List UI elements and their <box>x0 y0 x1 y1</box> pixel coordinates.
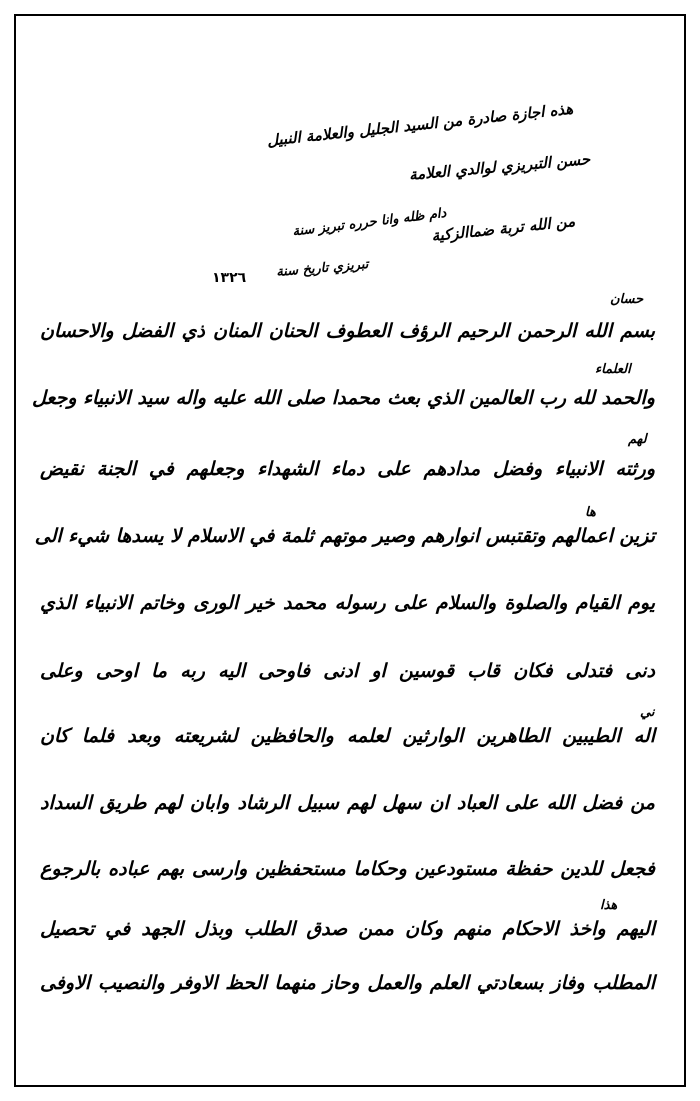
body-line-3: ورثته الانبياء وفضل مدادهم على دماء الشهداء وجعلهم في الجنة نقيض <box>40 458 655 480</box>
page-number: ١٣٢٦ <box>212 270 247 286</box>
header-line-5: تبريزي تاريخ سنة <box>275 257 370 281</box>
body-line-6: دنى فتدلى فكان قاب قوسين او ادنى فاوحى اليه ربه ما اوحى وعلى <box>40 660 655 682</box>
body-line-9: فجعل للدين حفظة مستودعين وحكاما مستحفظين وارسى بهم عباده بالرجوع <box>40 858 655 880</box>
body-line-5: يوم القيام والصلوة والسلام على رسوله محمد خير الورى وخاتم الانبياء الذي <box>40 592 655 614</box>
margin-note-6: هذا <box>600 898 618 913</box>
body-line-8: من فضل الله على العباد ان سهل لهم سبيل الرشاد وابان لهم طريق السداد <box>40 792 655 814</box>
header-line-2: حسن التبريزي لوالدي العلامة <box>408 150 591 184</box>
body-line-11: المطلب وفاز بسعادتي العلم والعمل وحاز منهما الحظ الاوفر والنصيب الاوفى <box>40 972 655 994</box>
body-line-2: والحمد لله رب العالمين الذي بعث محمدا صلى الله عليه واله سيد الانبياء وجعل <box>32 387 655 409</box>
body-line-1: بسم الله الرحمن الرحيم الرؤف العطوف الحنان المنان ذي الفضل والاحسان <box>40 320 655 342</box>
body-line-10: اليهم واخذ الاحكام منهم وكان ممن صدق الطلب وبذل الجهد في تحصيل <box>40 918 655 940</box>
margin-note-2: العلماء <box>595 362 631 377</box>
margin-note-1: حسان <box>610 292 644 307</box>
margin-note-3: لهم <box>628 432 647 447</box>
body-line-7: اله الطيبين الطاهرين الوارثين لعلمه والحافظين لشريعته وبعد فلما كان <box>40 725 655 747</box>
header-line-1: هذه اجازة صادرة من السيد الجليل والعلامة النبيل <box>266 99 574 150</box>
header-line-4: من الله تربة ضماالزكية <box>430 212 576 246</box>
margin-note-5: ني <box>640 705 655 720</box>
header-line-3: دام ظله وانا حرره تبريز سنة <box>291 205 448 240</box>
margin-note-4: ها <box>585 505 596 520</box>
body-line-4: تزين اعمالهم وتقتبس انوارهم وصير موتهم ثلمة في الاسلام لا يسدها شيء الى <box>34 525 655 547</box>
